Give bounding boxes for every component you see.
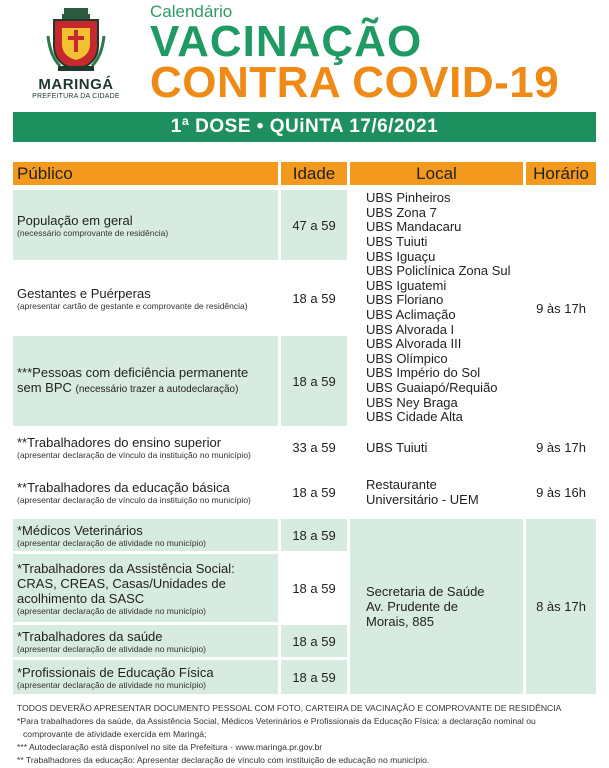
table-row <box>13 336 278 426</box>
row-title: *Trabalhadores da Assistência Social: <box>17 560 235 576</box>
location-item: UBS Mandacaru <box>366 219 462 235</box>
footer-line: TODOS DEVERÃO APRESENTAR DOCUMENTO PESSOAL COM FOTO, CARTEIRA DE VACINAÇÃO E COMPROVANTE DE RESIDÊNCIA <box>17 703 562 713</box>
header-horario: Horário <box>526 162 596 185</box>
row-age: 18 a 59 <box>281 519 347 551</box>
row-note: (necessário comprovante de residência) <box>17 227 169 238</box>
title-line-1: VACINAÇÃO <box>150 17 423 66</box>
footer-line: *Para trabalhadores da saúde, da Assistência Social, Médicos Veterinários e Profissionais da Educação Física: a declaração nominal ou <box>17 716 536 726</box>
footer-line: ** Trabalhadores da educação: Apresentar declaração de vínculo com instituição de educação no município. <box>17 755 430 765</box>
header-idade: Idade <box>281 162 347 185</box>
header-publico: Público <box>13 162 278 185</box>
row-age: 33 a 59 <box>281 429 347 465</box>
row-note: (apresentar declaração de atividade no município) <box>17 679 207 690</box>
row-note: (apresentar declaração de atividade no município) <box>17 605 207 616</box>
footer-line: *** Autodeclaração está disponível no site da Prefeitura - www.maringa.pr.gov.br <box>17 742 323 752</box>
location-item: UBS Olímpico <box>366 350 448 366</box>
row-title: População em geral <box>17 212 133 228</box>
location-item: UBS Aclimação <box>366 307 456 322</box>
row-title: Gestantes e Puérperas <box>17 285 151 301</box>
row-age: 47 a 59 <box>281 190 347 260</box>
dose-date-banner: 1ª DOSE • QUiNTA 17/6/2021 <box>13 112 596 142</box>
location-item: UBS Guaiapó/Requião <box>366 379 498 395</box>
location-item: UBS Iguaçu <box>366 248 436 264</box>
row-note: (apresentar declaração de atividade no município) <box>17 643 207 654</box>
city-logo <box>22 6 130 100</box>
hours-group-1: 9 às 17h <box>526 190 596 426</box>
title-block <box>150 2 560 107</box>
row-title-line-3: acolhimento da SASC <box>17 590 145 606</box>
footer-line: comprovante de atividade exercida em Maringá; <box>23 729 207 739</box>
row-age: 18 a 59 <box>281 660 347 694</box>
location-line: Av. Prudente de <box>366 599 459 614</box>
coat-of-arms-icon <box>46 6 106 74</box>
location-item: UBS Império do Sol <box>366 365 481 381</box>
row-age: 18 a 59 <box>281 336 347 426</box>
location-item: UBS Alvorada I <box>366 321 455 337</box>
table-row <box>13 190 278 260</box>
location-item: UBS Pinheiros <box>366 190 451 206</box>
table-row <box>13 468 278 516</box>
table-row <box>13 554 278 622</box>
location-list-ubs <box>350 190 523 426</box>
table-row <box>13 262 278 334</box>
row-title: *Profissionais de Educação Física <box>17 664 214 680</box>
location-line: Universitário - UEM <box>366 492 479 507</box>
row-note: (apresentar declaração de vínculo da instituição no município) <box>17 494 251 505</box>
location-line: Secretaria de Saúde <box>366 584 485 599</box>
city-name: MARINGÁ <box>38 76 114 93</box>
row-note: (necessário trazer a autodeclaração) <box>75 384 239 395</box>
table-row <box>13 660 278 694</box>
location-group-3 <box>350 519 523 694</box>
row-title: *Trabalhadores da saúde <box>17 628 163 644</box>
row-title: **Trabalhadores da educação básica <box>17 479 230 495</box>
location-item: UBS Tuiuti <box>366 234 428 250</box>
row-age: 18 a 59 <box>281 262 347 334</box>
location-row-4: UBS Tuiuti <box>350 429 523 465</box>
location-item: UBS Floriano <box>366 292 444 308</box>
table-row <box>13 625 278 657</box>
row-age: 18 a 59 <box>281 554 347 622</box>
hours-row-4: 9 às 17h <box>526 429 596 465</box>
hours-group-3: 8 às 17h <box>526 519 596 694</box>
location-item: UBS Iguatemi <box>366 277 447 293</box>
location-item: UBS Ney Braga <box>366 394 458 410</box>
row-age: 18 a 59 <box>281 468 347 516</box>
row-title-line-2: sem BPC (necessário trazer a autodeclaração) <box>17 380 239 395</box>
location-item: UBS Policlínica Zona Sul <box>366 263 511 279</box>
city-subtitle: PREFEITURA DA CIDADE <box>32 93 120 100</box>
title-line-2: CONTRA COVID-19 <box>150 58 560 107</box>
row-title: **Trabalhadores do ensino superior <box>17 434 222 450</box>
header-local: Local <box>350 162 523 185</box>
row-title-line-2: CRAS, CREAS, Casas/Unidades de <box>17 575 226 591</box>
table-row <box>13 519 278 551</box>
location-line: Morais, 885 <box>366 614 434 629</box>
location-item: UBS Alvorada III <box>366 336 462 352</box>
footer-notes <box>17 702 597 767</box>
table-row <box>13 429 278 465</box>
row-title: ***Pessoas com deficiência permanente <box>17 365 249 380</box>
row-note: (apresentar declaração de vínculo da instituição no município) <box>17 449 251 460</box>
location-row-5 <box>350 468 523 516</box>
row-note: (apresentar cartão de gestante e comprovante de residência) <box>17 300 248 311</box>
hours-row-5: 9 às 16h <box>526 468 596 516</box>
schedule-table <box>13 162 596 696</box>
row-age: 18 a 59 <box>281 625 347 657</box>
calendar-label: Calendário <box>150 2 233 21</box>
location-item: UBS Zona 7 <box>366 204 437 220</box>
row-note: (apresentar declaração de atividade no município) <box>17 537 207 548</box>
row-title: *Médicos Veterinários <box>17 522 143 538</box>
location-item: UBS Cidade Alta <box>366 409 463 425</box>
location-line: Restaurante <box>366 477 437 492</box>
